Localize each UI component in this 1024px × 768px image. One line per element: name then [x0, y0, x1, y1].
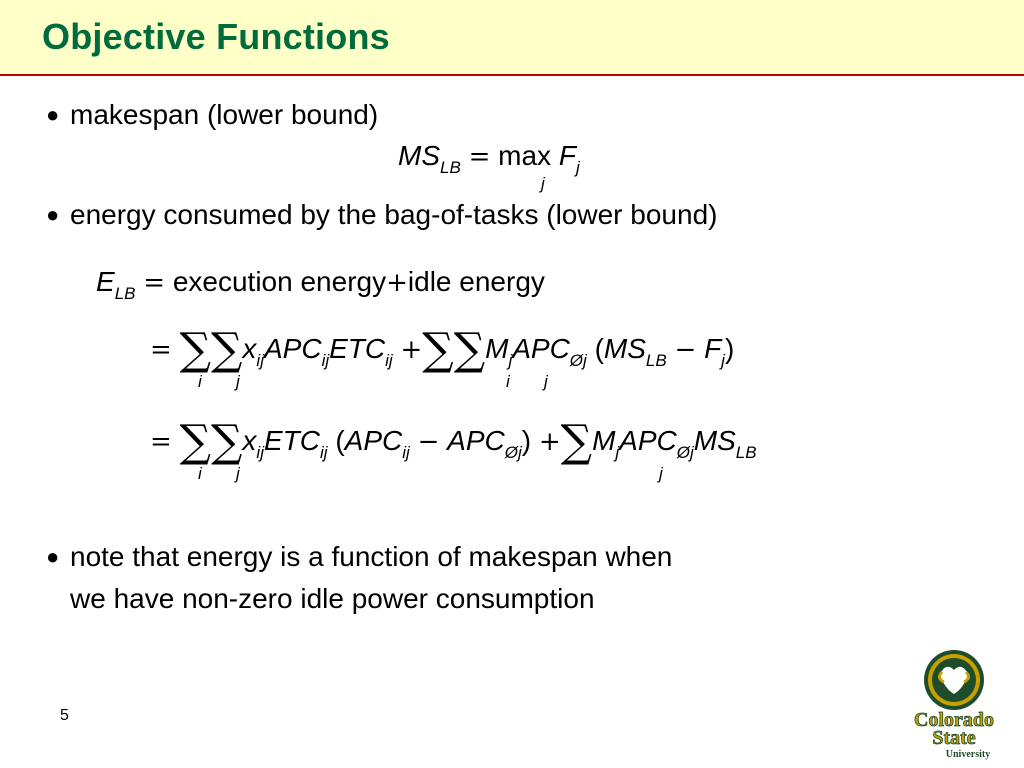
sum-icon: ∑ — [211, 416, 243, 467]
idle-energy-text: idle energy — [407, 266, 545, 297]
var-etc: ETC — [329, 333, 386, 364]
minus-sign: − — [674, 335, 697, 365]
sub-lb: LB — [114, 284, 136, 303]
plus-sign: + — [400, 335, 423, 365]
sum-index-i: i — [198, 464, 202, 483]
sum-icon: ∑ — [179, 416, 211, 467]
plus-sign: + — [538, 427, 561, 457]
sum-icon: ∑ — [453, 324, 486, 375]
var-m: M — [485, 333, 509, 364]
sub-ij: ij — [402, 443, 410, 462]
csu-logo — [890, 648, 1018, 760]
max-subscript-j: j — [541, 174, 545, 193]
sum-index-i: i — [198, 372, 202, 391]
var-apc: APC — [619, 425, 677, 456]
sum-index-j: j — [544, 372, 548, 391]
sub-oj: Øj — [504, 443, 522, 462]
var-e: E — [96, 266, 115, 297]
sub-lb: LB — [735, 443, 757, 462]
equation-energy-line1 — [96, 266, 545, 303]
var-etc: ETC — [263, 425, 320, 456]
left-paren: ( — [594, 333, 604, 364]
plus-sign: + — [386, 268, 408, 298]
sub-j: j — [575, 158, 580, 177]
sum-icon: ∑ — [179, 324, 211, 375]
var-f: F — [704, 333, 722, 364]
var-apc: APC — [344, 425, 403, 456]
left-paren: ( — [335, 425, 345, 456]
sub-lb: LB — [645, 351, 667, 370]
logo-line-university: University — [945, 749, 991, 760]
sub-j: j — [721, 351, 725, 370]
ram-seal-icon — [890, 648, 1018, 760]
sub-oj: Øj — [569, 351, 587, 370]
sub-ij: ij — [256, 443, 264, 462]
sub-ij: ij — [256, 351, 264, 370]
sum-index-j: j — [236, 464, 240, 483]
sum-index-j: j — [236, 372, 240, 391]
equation-energy-line3 — [150, 414, 757, 467]
equals-sign: = — [143, 268, 166, 298]
sum-icon: ∑ — [211, 324, 243, 375]
equation-makespan — [398, 140, 580, 177]
equals-sign: = — [150, 427, 172, 457]
var-f: F — [558, 140, 576, 171]
execution-energy-text: execution energy — [172, 266, 387, 297]
sum-index-i: i — [506, 372, 510, 391]
page-number: 5 — [60, 707, 69, 724]
bullet-text: note that energy is a function of makespan when — [70, 541, 673, 572]
sub-oj: Øj — [676, 443, 694, 462]
equals-sign: = — [150, 335, 172, 365]
sum-index-j: j — [659, 464, 663, 483]
bullet-dot-icon: ● — [46, 202, 60, 227]
max-operator: max — [498, 140, 552, 171]
minus-sign: − — [417, 427, 440, 457]
bullet-dot-icon: ● — [46, 544, 60, 569]
var-x: x — [242, 425, 257, 456]
sub-ij: ij — [321, 351, 330, 370]
sub-j: j — [508, 351, 513, 370]
bullet-dot-icon: ● — [46, 102, 60, 127]
sum-icon: ∑ — [560, 416, 593, 467]
sub-ij: ij — [319, 443, 328, 462]
bullet-text: makespan (lower bound) — [70, 99, 379, 130]
var-apc: APC — [447, 425, 505, 456]
slide-title: Objective Functions — [42, 16, 390, 57]
bullet-text: we have non-zero idle power consumption — [70, 583, 595, 614]
sub-j: j — [615, 443, 620, 462]
var-ms: MS — [398, 140, 440, 171]
sub-lb: LB — [440, 158, 461, 177]
var-ms: MS — [693, 425, 736, 456]
var-ms: MS — [603, 333, 646, 364]
bullet-text: energy consumed by the bag-of-tasks (lower bound) — [70, 199, 718, 230]
var-x: x — [242, 333, 257, 364]
equals-sign: = — [468, 142, 491, 172]
right-paren: ) — [724, 333, 735, 364]
title-bar — [0, 0, 1024, 76]
sum-icon: ∑ — [422, 324, 454, 375]
var-apc: APC — [512, 333, 570, 364]
var-m: M — [592, 425, 616, 456]
logo-line-colorado: Colorado — [914, 709, 994, 731]
logo-line-state: State — [932, 727, 976, 749]
var-apc: APC — [263, 333, 322, 364]
sub-ij: ij — [385, 351, 393, 370]
right-paren: ) — [521, 425, 532, 456]
equation-energy-line2 — [150, 322, 735, 375]
